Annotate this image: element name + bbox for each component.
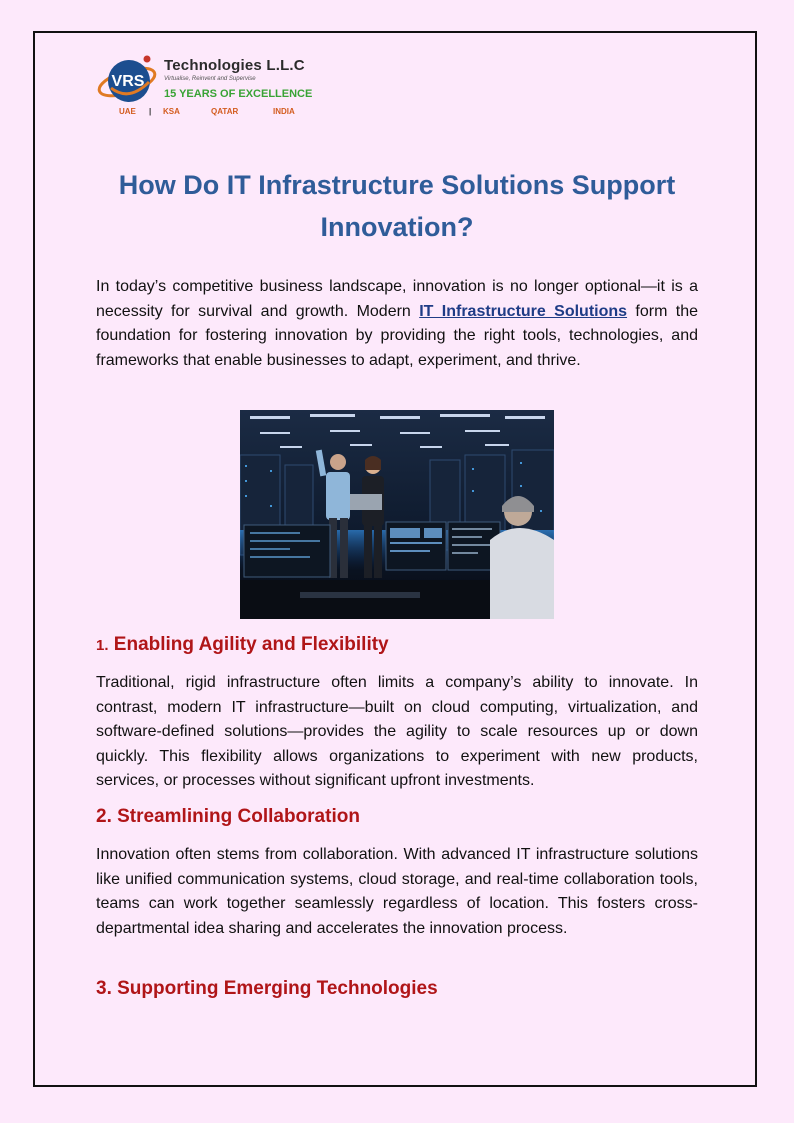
it-infrastructure-solutions-link[interactable]: IT Infrastructure Solutions: [419, 302, 628, 320]
section-1-heading: [96, 634, 698, 656]
logo-locations: [119, 107, 295, 116]
section-2-number: 2.: [96, 806, 112, 827]
data-center-illustration: [240, 410, 554, 619]
section-1-body: Traditional, rigid infrastructure often limits a company’s ability to innovate. In contrast, modern IT infrastructure—built on cloud computing, virtualization, and software-defined solutions—provides the agility to scale resources up or down quickly. This flexibility allows organizations to experiment with new products, services, or processes without significant upfront investments.: [96, 674, 698, 789]
article-title: How Do IT Infrastructure Solutions Support Innovation?: [118, 170, 676, 242]
section-1-title: Enabling Agility and Flexibility: [108, 634, 389, 655]
vrs-globe-logo-icon: [97, 52, 163, 114]
section-3-number: 3.: [96, 978, 112, 999]
logo-years-badge: 15 YEARS OF EXCELLENCE: [164, 88, 313, 100]
data-center-photo: [240, 410, 554, 619]
location-ksa: KSA: [163, 107, 180, 116]
section-3-title: Supporting Emerging Technologies: [111, 978, 438, 999]
logo-tagline: Virtualise, Reinvent and Supervise: [164, 76, 256, 82]
section-1-number: 1.: [96, 637, 109, 654]
section-2-heading: [96, 806, 698, 828]
location-separator: |: [149, 107, 152, 116]
location-uae: UAE: [119, 107, 136, 116]
intro-text-start: In today’s competitive business landscape, innovation is no longer optional—it is a necessity for survival and growth. Modern: [96, 278, 698, 320]
section-3-heading: [96, 978, 698, 1000]
company-logo: [97, 52, 327, 122]
logo-company-name: Technologies L.L.C: [164, 57, 305, 74]
intro-paragraph: [96, 275, 698, 373]
location-india: INDIA: [273, 107, 295, 116]
intro-text-end: form the foundation for fostering innovation by providing the right tools, technologies, and frameworks that enable businesses to adapt, experiment, and thrive.: [96, 302, 699, 369]
section-2-body: Innovation often stems from collaboration. With advanced IT infrastructure solutions like unified communication systems, cloud storage, and real-time collaboration tools, teams can work together seamlessly regardless of location. This fosters cross-departmental idea sharing and accelerates the innovation process.: [96, 846, 698, 937]
location-qatar: QATAR: [211, 107, 239, 116]
logo-brand-text: VRS: [111, 73, 145, 90]
section-2-title: Streamlining Collaboration: [111, 806, 360, 827]
